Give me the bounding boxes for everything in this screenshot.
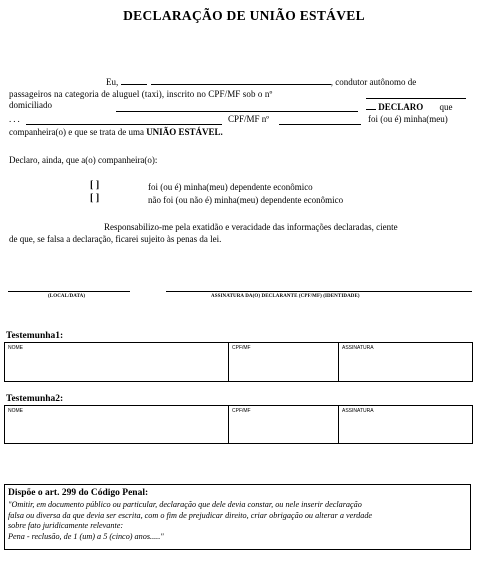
blank-field[interactable]: [366, 101, 376, 110]
witness1-assinatura-label: ASSINATURA: [342, 345, 374, 351]
companheira-text: companheira(o) e que se trata de uma: [9, 127, 144, 137]
signature-line[interactable]: [166, 291, 472, 292]
foi-text: foi (ou é) minha(meu): [368, 114, 448, 124]
witness2-nome-label: NOME: [8, 408, 23, 414]
witness1-cpf-cell[interactable]: [228, 343, 251, 381]
eu-label: Eu,: [106, 77, 119, 87]
witness2-heading: Testemunha2:: [6, 394, 64, 404]
legal-line: sobre fato juridicamente relevante:: [8, 521, 124, 530]
witness1-cpf-label: CPF/MF: [232, 345, 251, 351]
legal-line: falsa ou diversa da que devia ser escrita, com o fim de prejudicar direito, criar obrigação ou alterar a verdade: [8, 510, 373, 520]
cpf-label: CPF/MF nº: [228, 114, 270, 124]
witness2-assinatura-cell[interactable]: [338, 406, 374, 443]
legal-heading: Dispõe o art. 299 do Código Penal:: [8, 488, 149, 498]
condutor-text: condutor autônomo de: [335, 77, 417, 87]
legal-text: [8, 500, 372, 542]
para1-line2: [9, 89, 272, 100]
witness2-assinatura-label: ASSINATURA: [342, 408, 374, 414]
checkbox-bracket[interactable]: [ ]: [90, 193, 100, 204]
para1-line1: Eu, , condutor autônomo de: [106, 77, 417, 87]
witness2-table: [4, 405, 473, 444]
legal-box: [4, 484, 471, 550]
option-nao-dependente[interactable]: [90, 193, 99, 204]
para1-line5: [9, 127, 223, 138]
uniao-estavel-text: UNIÃO ESTÁVEL.: [146, 127, 223, 137]
legal-line: Pena - reclusão, de 1 (um) a 5 (cinco) anos.....": [8, 531, 164, 541]
passageiros-text: passageiros na categoria de aluguel (taxi), inscrito no CPF/MF sob o nº: [9, 89, 273, 99]
domiciliado-text: domiciliado: [9, 100, 52, 110]
responsabilizo-line2: de que, se falsa a declaração, ficarei sujeito às penas da lei.: [9, 234, 222, 244]
para1-declaro: [366, 101, 453, 113]
local-data-label: (LOCAL/DATA): [48, 294, 86, 299]
que-text: que: [439, 102, 453, 112]
witness1-assinatura-cell[interactable]: [338, 343, 374, 381]
legal-line: "Omitir, em documento público ou particular, declaração que dele devia constar, ou nele inserir declaração: [8, 500, 362, 509]
declaro-ainda-text: Declaro, ainda, que a(o) companheira(o):: [9, 155, 158, 165]
cpf-field-1[interactable]: [366, 98, 466, 99]
witness1-table: [4, 342, 473, 382]
para1-line4: ...: [9, 114, 22, 124]
name-field[interactable]: [151, 76, 331, 85]
witness2-cpf-cell[interactable]: [228, 406, 251, 443]
local-data-line[interactable]: [8, 291, 130, 292]
option-dependente-label: foi (ou é) minha(meu) dependente econômico: [148, 182, 313, 192]
responsabilizo-line1: Responsabilizo-me pela exatidão e veracidade das informações declaradas, ciente: [104, 222, 398, 232]
address-field[interactable]: [116, 111, 358, 112]
document-title: DECLARAÇÃO DE UNIÃO ESTÁVEL: [123, 8, 365, 23]
witness1-heading: Testemunha1:: [6, 331, 64, 341]
witness2-cpf-label: CPF/MF: [232, 408, 251, 414]
option-dependente[interactable]: [90, 180, 99, 191]
cpf-field-2[interactable]: [279, 124, 361, 125]
blank-field[interactable]: [121, 76, 147, 85]
signature-label: ASSINATURA DA(O) DECLARANTE (CPF/MF) (IDENTIDADE): [211, 294, 360, 299]
checkbox-bracket[interactable]: [ ]: [90, 180, 100, 191]
witness1-nome-label: NOME: [8, 345, 23, 351]
declaro-text: DECLARO: [378, 102, 424, 112]
partner-name-field[interactable]: [26, 124, 222, 125]
option-nao-dependente-label: não foi (ou não é) minha(meu) dependente econômico: [148, 195, 344, 205]
